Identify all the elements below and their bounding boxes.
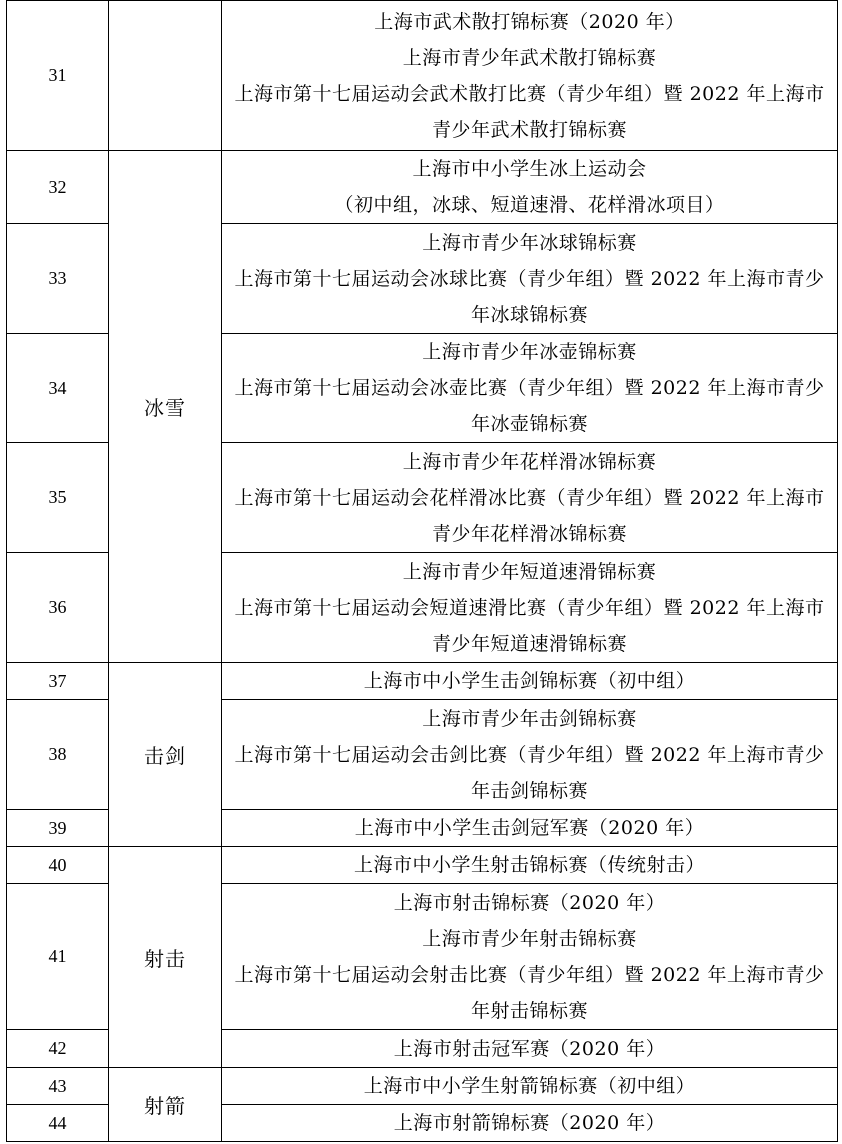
row-number: 36 bbox=[7, 553, 109, 663]
event-cell bbox=[222, 151, 838, 224]
event-line: 上海市青少年花样滑冰锦标赛 bbox=[402, 450, 657, 473]
category-cell-empty bbox=[109, 1, 222, 151]
row-number: 39 bbox=[7, 810, 109, 847]
row-number: 40 bbox=[7, 847, 109, 884]
row-number: 43 bbox=[7, 1068, 109, 1105]
event-cell bbox=[222, 334, 838, 443]
event-cell bbox=[222, 847, 838, 884]
event-line: 上海市第十七届运动会武术散打比赛（青少年组）暨 2022 年上海市青少年武术散打锦标赛 bbox=[234, 82, 825, 141]
event-cell bbox=[222, 224, 838, 334]
event-line: 上海市青少年短道速滑锦标赛 bbox=[402, 560, 657, 583]
row-number: 32 bbox=[7, 151, 109, 224]
event-line: 上海市中小学生击剑冠军赛（2020 年） bbox=[354, 817, 705, 839]
event-line: 上海市射箭锦标赛（2020 年） bbox=[393, 1112, 666, 1134]
row-number: 42 bbox=[7, 1030, 109, 1068]
row-number: 33 bbox=[7, 224, 109, 334]
event-cell bbox=[222, 663, 838, 700]
event-cell bbox=[222, 1105, 838, 1142]
event-line: 上海市第十七届运动会击剑比赛（青少年组）暨 2022 年上海市青少年击剑锦标赛 bbox=[234, 743, 825, 802]
table-row bbox=[7, 663, 838, 700]
event-line: 上海市青少年击剑锦标赛 bbox=[422, 707, 637, 730]
event-line: 上海市青少年冰球锦标赛 bbox=[422, 231, 637, 254]
event-line: 上海市青少年冰壶锦标赛 bbox=[422, 341, 637, 363]
event-line: 上海市中小学生射击锦标赛（传统射击） bbox=[353, 854, 705, 876]
event-line: 上海市武术散打锦标赛（2020 年） bbox=[374, 10, 685, 33]
event-line: 上海市第十七届运动会冰壶比赛（青少年组）暨 2022 年上海市青少年冰壶锦标赛 bbox=[234, 377, 825, 435]
event-cell bbox=[222, 1, 838, 151]
event-line: 上海市青少年射击锦标赛 bbox=[422, 927, 637, 950]
row-number: 41 bbox=[7, 884, 109, 1030]
event-cell bbox=[222, 700, 838, 810]
event-cell bbox=[222, 443, 838, 553]
event-line: 上海市第十七届运动会射击比赛（青少年组）暨 2022 年上海市青少年射击锦标赛 bbox=[234, 963, 825, 1022]
event-line: 上海市第十七届运动会花样滑冰比赛（青少年组）暨 2022 年上海市青少年花样滑冰锦标赛 bbox=[234, 486, 825, 545]
event-cell bbox=[222, 553, 838, 663]
event-cell bbox=[222, 1030, 838, 1068]
event-line: 上海市青少年武术散打锦标赛 bbox=[402, 46, 657, 69]
row-number: 44 bbox=[7, 1105, 109, 1142]
row-number: 31 bbox=[7, 1, 109, 151]
table-row bbox=[7, 1068, 838, 1105]
category-archery: 射箭 bbox=[109, 1068, 222, 1142]
event-line: 上海市中小学生击剑锦标赛（初中组） bbox=[363, 670, 696, 692]
row-number: 34 bbox=[7, 334, 109, 443]
event-line: 上海市第十七届运动会冰球比赛（青少年组）暨 2022 年上海市青少年冰球锦标赛 bbox=[234, 267, 825, 326]
table-row bbox=[7, 1, 838, 151]
category-ice-snow: 冰雪 bbox=[109, 151, 222, 663]
event-cell bbox=[222, 810, 838, 847]
event-line: 上海市中小学生射箭锦标赛（初中组） bbox=[363, 1075, 696, 1097]
row-number: 38 bbox=[7, 700, 109, 810]
event-line: 上海市射击锦标赛（2020 年） bbox=[393, 891, 666, 914]
event-line: （初中组，冰球、短道速滑、花样滑冰项目） bbox=[334, 194, 725, 216]
table-row bbox=[7, 847, 838, 884]
category-fencing: 击剑 bbox=[109, 663, 222, 847]
row-number: 35 bbox=[7, 443, 109, 553]
row-number: 37 bbox=[7, 663, 109, 700]
event-line: 上海市射击冠军赛（2020 年） bbox=[393, 1037, 666, 1060]
competition-table bbox=[6, 0, 838, 1142]
table-row bbox=[7, 151, 838, 224]
event-line: 上海市中小学生冰上运动会 bbox=[412, 158, 647, 180]
event-line: 上海市第十七届运动会短道速滑比赛（青少年组）暨 2022 年上海市青少年短道速滑锦标赛 bbox=[234, 596, 825, 655]
category-shooting: 射击 bbox=[109, 847, 222, 1068]
event-cell bbox=[222, 1068, 838, 1105]
event-cell bbox=[222, 884, 838, 1030]
